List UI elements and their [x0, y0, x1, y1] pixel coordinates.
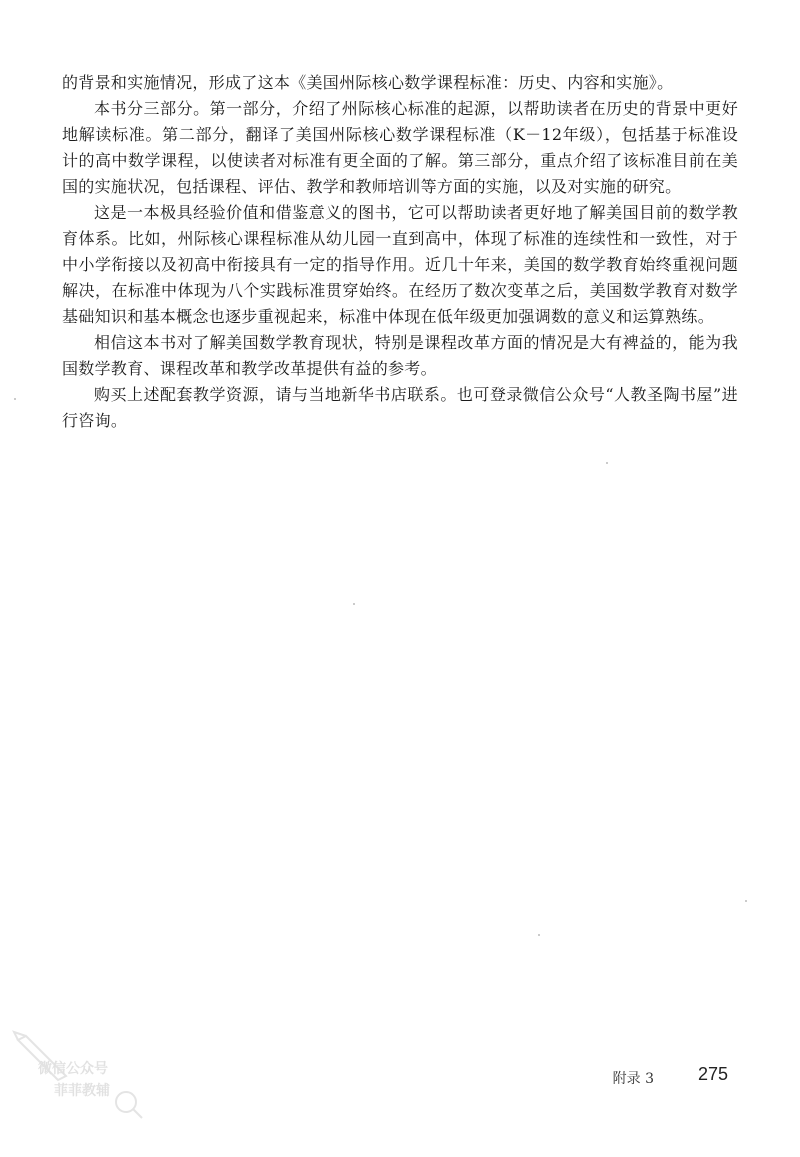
paragraph-5: 购买上述配套教学资源，请与当地新华书店联系。也可登录微信公众号“人教圣陶书屋”进行咨询。 — [62, 385, 738, 430]
scan-speck — [606, 462, 608, 464]
scan-speck — [353, 603, 355, 605]
scan-speck — [538, 934, 540, 936]
footer-section-label: 附录 3 — [612, 1071, 654, 1087]
paragraph-1: 的背景和实施情况，形成了这本《美国州际核心数学课程标准：历史、内容和实施》。 — [62, 73, 674, 92]
page-number: 275 — [697, 1064, 728, 1084]
scan-speck — [745, 900, 747, 902]
page-footer — [0, 1060, 800, 1120]
watermark-line-2: 菲菲教辅 — [54, 1083, 110, 1099]
scan-speck — [14, 398, 16, 400]
paragraph-2: 本书分三部分。第一部分，介绍了州际核心标准的起源，以帮助读者在历史的背景中更好地解读标准。第二部分，翻译了美国州际核心数学课程标准（K－12年级），包括基于标准设计的高中数学课程，以使读者对标准有更全面的了解。第三部分，重点介绍了该标准目前在美国的实施状况，包括课程、评估、教学和教师培训等方面的实施，以及对实施的研究。 — [62, 99, 738, 196]
body-text — [62, 70, 738, 434]
paragraph-3: 这是一本极具经验价值和借鉴意义的图书，它可以帮助读者更好地了解美国目前的数学教育体系。比如，州际核心课程标准从幼儿园一直到高中，体现了标准的连续性和一致性，对于中小学衔接以及初高中衔接具有一定的指导作用。近几十年来，美国的数学教育始终重视问题解决，在标准中体现为八个实践标准贯穿始终。在经历了数次变革之后，美国数学教育对数学基础知识和基本概念也逐步重视起来，标准中体现在低年级更加强调数的意义和运算熟练。 — [62, 203, 738, 326]
watermark-line-1: 微信公众号 — [38, 1061, 108, 1077]
paragraph-4: 相信这本书对了解美国数学教育现状，特别是课程改革方面的情况是大有裨益的，能为我国数学教育、课程改革和教学改革提供有益的参考。 — [62, 333, 738, 378]
